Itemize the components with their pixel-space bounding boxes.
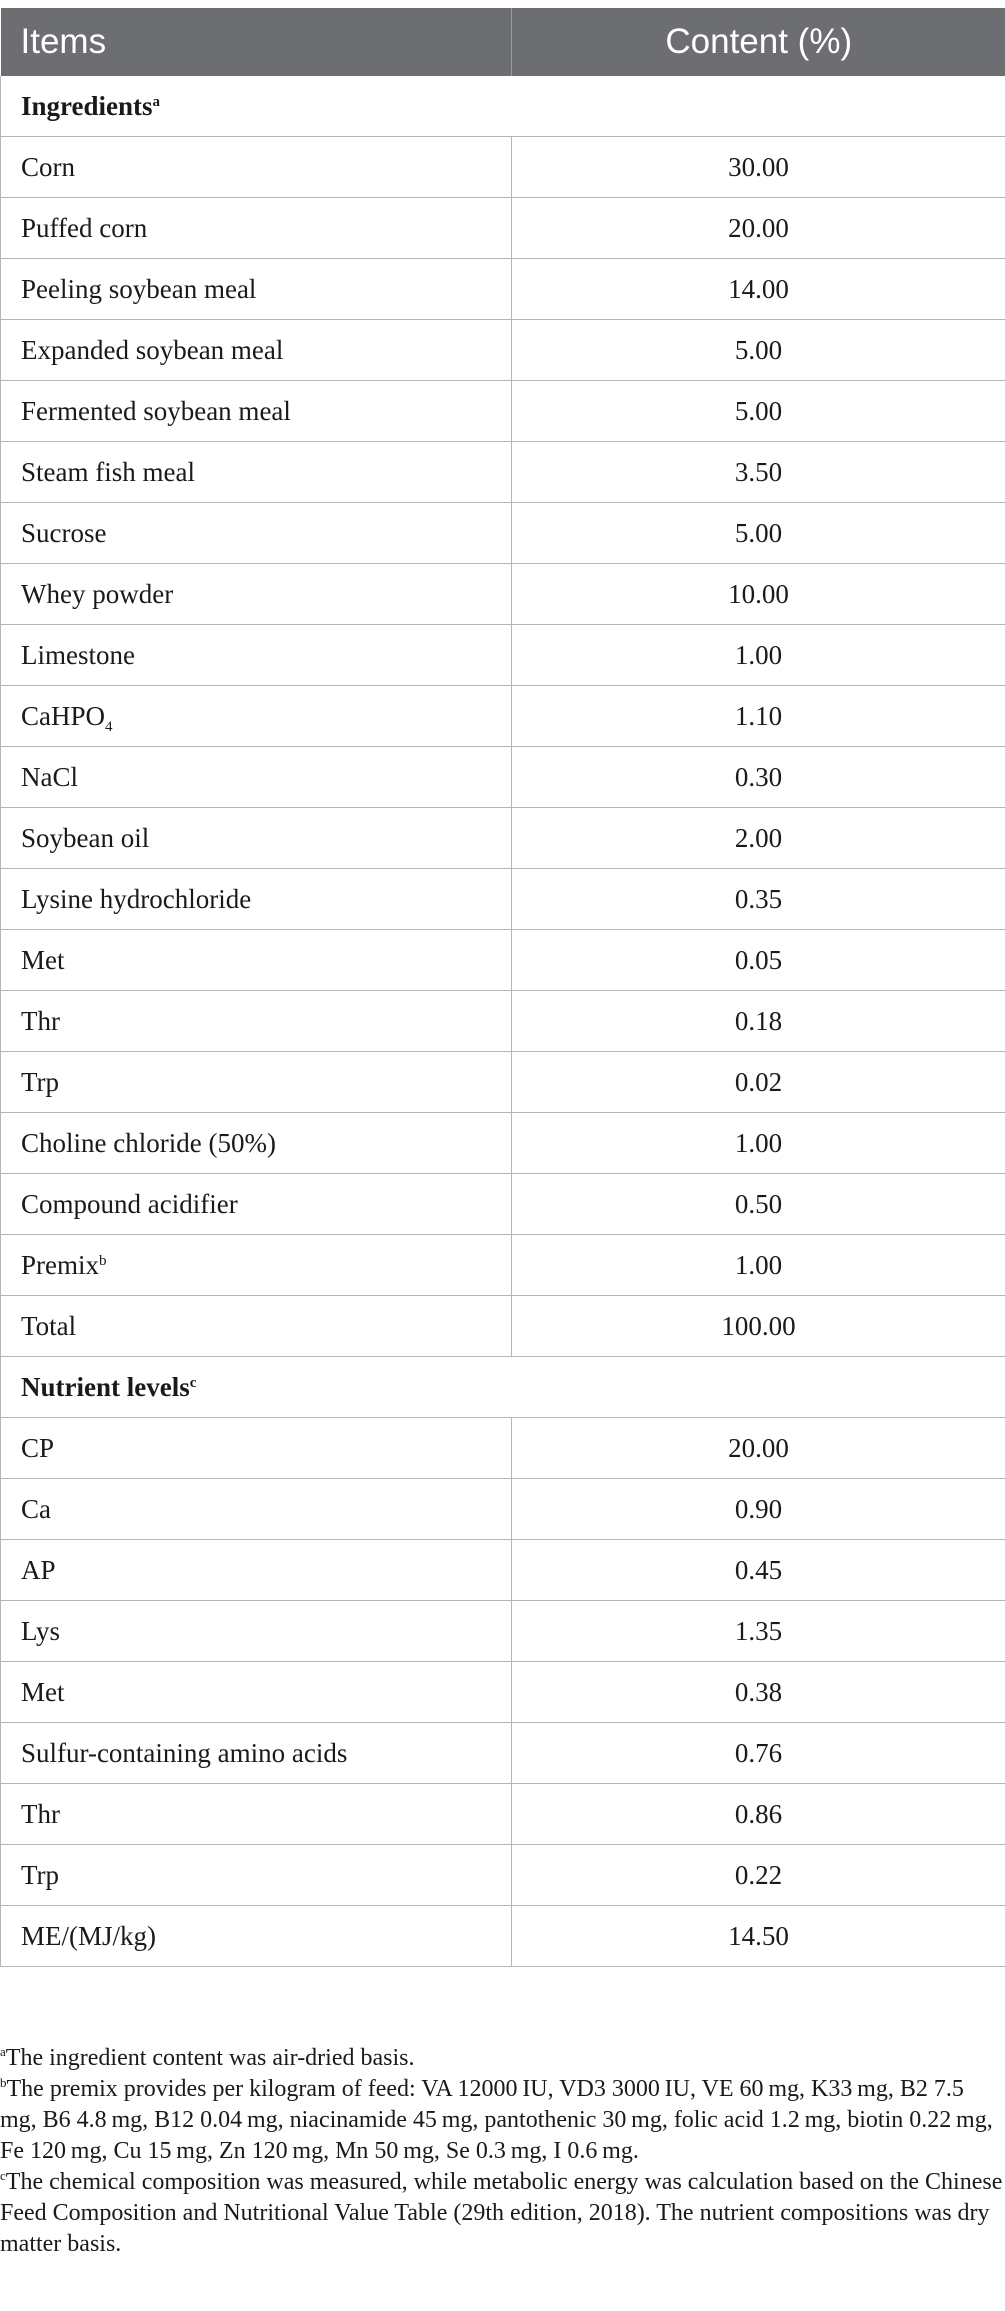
table-row: [1, 1723, 1005, 1784]
item-name: Trp: [21, 1859, 60, 1890]
item-name-cell: [1, 381, 512, 442]
item-name-cell: [1, 1418, 512, 1479]
item-value: 1.35: [512, 1601, 1005, 1662]
table-body: [1, 76, 1005, 1967]
item-name-cell: [1, 625, 512, 686]
column-header-content: Content (%): [512, 8, 1005, 76]
item-value: 0.05: [512, 930, 1005, 991]
table-row: [1, 930, 1005, 991]
item-name-cell: [1, 564, 512, 625]
item-name-cell: [1, 1662, 512, 1723]
item-name: Met: [21, 1676, 65, 1707]
item-value: 1.10: [512, 686, 1005, 747]
table-row: [1, 1662, 1005, 1723]
item-name-cell: [1, 1784, 512, 1845]
table-row: [1, 1174, 1005, 1235]
item-name: CaHPO: [21, 700, 106, 731]
item-value: 20.00: [512, 1418, 1005, 1479]
item-name-cell: [1, 869, 512, 930]
item-value: 0.45: [512, 1540, 1005, 1601]
item-value: 100.00: [512, 1296, 1005, 1357]
table-row: [1, 1418, 1005, 1479]
item-name-cell: [1, 442, 512, 503]
item-name: Compound acidifier: [21, 1188, 238, 1219]
item-value: 0.02: [512, 1052, 1005, 1113]
item-value: 1.00: [512, 625, 1005, 686]
item-value: 0.18: [512, 991, 1005, 1052]
item-value: 30.00: [512, 137, 1005, 198]
item-name: Thr: [21, 1798, 60, 1829]
column-header-items: Items: [1, 8, 512, 76]
table-row: [1, 1235, 1005, 1296]
footnote-text: The premix provides per kilogram of feed: VA 12000 IU, VD3 3000 IU, VE 60 mg, K33 mg, B2 7.5 mg, B6 4.8 mg, B12 0.04 mg, niacinamide 45 mg, pantothenic 30 mg, folic acid 1.2 mg, biotin 0.22 mg, Fe 120 mg, Cu 15 mg, Zn 120 mg, Mn 50 mg, Se 0.3 mg, I 0.6 mg.: [0, 2076, 993, 2164]
item-name: AP: [21, 1554, 56, 1585]
item-name: Lysine hydrochloride: [21, 883, 252, 914]
item-value: 0.76: [512, 1723, 1005, 1784]
item-name: NaCl: [21, 761, 78, 792]
item-name: CP: [21, 1432, 55, 1463]
footnote: [0, 2074, 1005, 2167]
item-value: 0.90: [512, 1479, 1005, 1540]
table-row: [1, 1540, 1005, 1601]
item-name-cell: [1, 991, 512, 1052]
item-name-cell: [1, 1601, 512, 1662]
item-name: Expanded soybean meal: [21, 334, 284, 365]
section-row: [1, 1357, 1005, 1418]
item-value: 0.35: [512, 869, 1005, 930]
table-row: [1, 1601, 1005, 1662]
table-row: [1, 869, 1005, 930]
item-name: Choline chloride (50%): [21, 1127, 276, 1158]
table-header: [1, 8, 1005, 76]
item-value: 5.00: [512, 503, 1005, 564]
footnote: [0, 2167, 1005, 2260]
table-row: [1, 442, 1005, 503]
item-name: ME/(MJ/kg): [21, 1920, 156, 1951]
section-row: [1, 76, 1005, 137]
item-name-cell: [1, 503, 512, 564]
item-name-cell: [1, 1235, 512, 1296]
table-row: [1, 1784, 1005, 1845]
section-title-cell: [1, 76, 1005, 137]
table-row: [1, 564, 1005, 625]
item-value: 10.00: [512, 564, 1005, 625]
feed-composition-table-wrapper: [0, 8, 1005, 1967]
item-value: 14.50: [512, 1906, 1005, 1967]
footnote-marker: a: [0, 2044, 6, 2059]
footnote-text: The ingredient content was air-dried basis.: [5, 2045, 415, 2071]
table-row: [1, 1113, 1005, 1174]
section-title: Nutrient levels: [21, 1371, 190, 1402]
item-name-cell: [1, 1540, 512, 1601]
table-row: [1, 1296, 1005, 1357]
footnote-marker: a: [152, 93, 161, 110]
item-value: 5.00: [512, 320, 1005, 381]
footnotes: [0, 2043, 1005, 2260]
table-row: [1, 808, 1005, 869]
table-row: [1, 686, 1005, 747]
item-name-cell: [1, 137, 512, 198]
item-name: Corn: [21, 151, 75, 182]
item-name-cell: [1, 320, 512, 381]
item-name: Trp: [21, 1066, 60, 1097]
item-name-cell: [1, 1906, 512, 1967]
item-value: 20.00: [512, 198, 1005, 259]
table-row: [1, 991, 1005, 1052]
item-name: Sulfur-containing amino acids: [21, 1737, 348, 1768]
item-value: 0.86: [512, 1784, 1005, 1845]
item-value: 0.38: [512, 1662, 1005, 1723]
item-value: 5.00: [512, 381, 1005, 442]
item-name-cell: [1, 1113, 512, 1174]
section-title: Ingredients: [21, 90, 153, 121]
table-row: [1, 1052, 1005, 1113]
item-value: 0.22: [512, 1845, 1005, 1906]
table-row: [1, 1906, 1005, 1967]
item-value: 0.30: [512, 747, 1005, 808]
item-name: Thr: [21, 1005, 60, 1036]
item-name: Sucrose: [21, 517, 107, 548]
item-name-cell: [1, 747, 512, 808]
table-row: [1, 198, 1005, 259]
item-name-cell: [1, 1845, 512, 1906]
table-row: [1, 503, 1005, 564]
section-title-cell: [1, 1357, 1005, 1418]
footnote-marker: b: [99, 1252, 107, 1269]
item-name: Peeling soybean meal: [21, 273, 257, 304]
item-name-cell: [1, 686, 512, 747]
footnote-text: The chemical composition was measured, while metabolic energy was calculation based on the Chinese Feed Composition and Nutritional Value Table (29th edition, 2018). The nutrient compositions was dry matter basis.: [0, 2169, 1003, 2257]
item-value: 3.50: [512, 442, 1005, 503]
table-row: [1, 1845, 1005, 1906]
item-name: Puffed corn: [21, 212, 148, 243]
item-name: Limestone: [21, 639, 135, 670]
item-name-cell: [1, 259, 512, 320]
item-name-cell: [1, 1296, 512, 1357]
item-name-cell: [1, 1052, 512, 1113]
footnote-marker: c: [189, 1374, 197, 1391]
table-row: [1, 1479, 1005, 1540]
item-name-cell: [1, 1479, 512, 1540]
item-name-cell: [1, 198, 512, 259]
item-name-cell: [1, 808, 512, 869]
header-row: [1, 8, 1005, 76]
footnote-marker: b: [0, 2075, 7, 2090]
feed-composition-table: [0, 8, 1005, 1967]
item-name: Whey powder: [21, 578, 174, 609]
table-row: [1, 137, 1005, 198]
footnote-marker: c: [0, 2168, 6, 2183]
footnote: [0, 2043, 1005, 2074]
table-row: [1, 625, 1005, 686]
item-name: Fermented soybean meal: [21, 395, 291, 426]
item-name-cell: [1, 930, 512, 991]
table-row: [1, 259, 1005, 320]
item-value: 14.00: [512, 259, 1005, 320]
subscript: 4: [105, 718, 113, 735]
item-name: Steam fish meal: [21, 456, 195, 487]
item-name-cell: [1, 1723, 512, 1784]
item-name: Total: [21, 1310, 77, 1341]
item-name: Ca: [21, 1493, 51, 1524]
table-row: [1, 320, 1005, 381]
item-name: Soybean oil: [21, 822, 150, 853]
item-value: 2.00: [512, 808, 1005, 869]
item-value: 1.00: [512, 1235, 1005, 1296]
table-row: [1, 381, 1005, 442]
item-name: Met: [21, 944, 65, 975]
item-name: Lys: [21, 1615, 61, 1646]
item-value: 0.50: [512, 1174, 1005, 1235]
item-value: 1.00: [512, 1113, 1005, 1174]
item-name-cell: [1, 1174, 512, 1235]
item-name: Premix: [21, 1249, 99, 1280]
table-row: [1, 747, 1005, 808]
